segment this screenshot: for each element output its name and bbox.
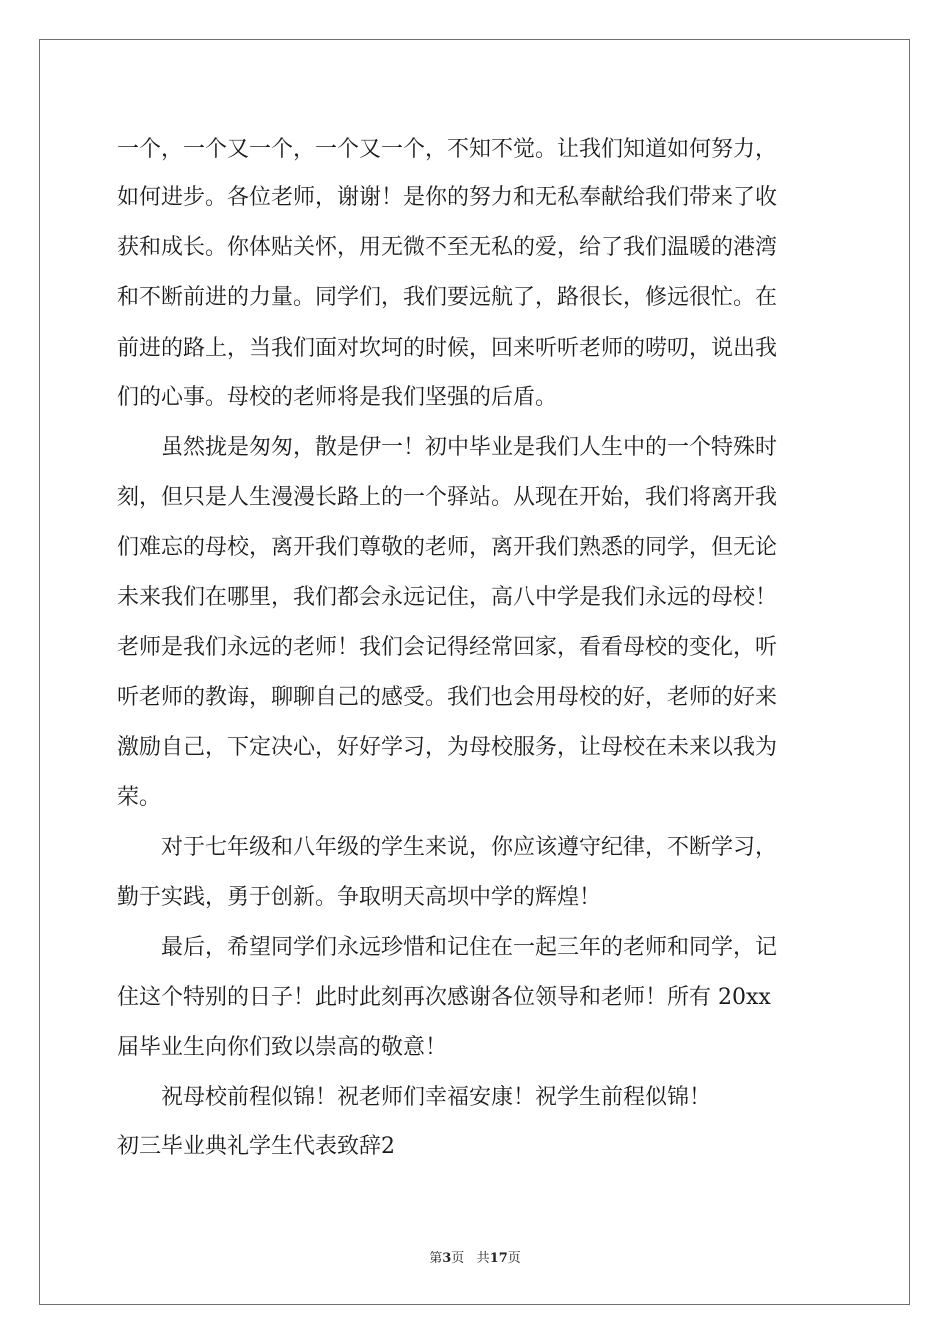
- page-footer: [0, 1247, 950, 1266]
- footer-total-suffix: 页: [507, 1251, 521, 1266]
- text-line: 对于七年级和八年级的学生来说，你应该遵守纪律，不断学习，: [117, 835, 778, 860]
- text-line: 激励自己，下定决心，好好学习，为母校服务，让母校在未来以我为: [117, 735, 778, 760]
- text-line: 最后，希望同学们永远珍惜和记住在一起三年的老师和同学，记: [117, 935, 778, 960]
- page-border: [39, 39, 910, 1305]
- text-line: 住这个特别的日子！此时此刻再次感谢各位领导和老师！所有 20xx: [117, 985, 771, 1010]
- text-line: 们难忘的母校，离开我们尊敬的老师，离开我们熟悉的同学，但无论: [117, 535, 778, 560]
- text-line: 前进的路上，当我们面对坎坷的时候，回来听听老师的唠叨，说出我: [117, 336, 778, 361]
- footer-prefix: 第: [429, 1251, 443, 1266]
- text-line: 届毕业生向你们致以崇高的敬意！: [117, 1035, 448, 1060]
- footer-total-prefix: 共: [476, 1251, 490, 1266]
- text-line: 和不断前进的力量。同学们，我们要远航了，路很长，修远很忙。在: [117, 285, 778, 310]
- text-line: 老师是我们永远的老师！我们会记得经常回家，看看母校的变化，听: [117, 635, 778, 660]
- total-page-count: 17: [489, 1251, 508, 1266]
- section-heading: 初三毕业典礼学生代表致辞2: [117, 1134, 395, 1159]
- text-line: 们的心事。母校的老师将是我们坚强的后盾。: [117, 385, 558, 410]
- text-line: 未来我们在哪里，我们都会永远记住，高八中学是我们永远的母校！: [117, 585, 778, 610]
- text-line: 听老师的教诲，聊聊自己的感受。我们也会用母校的好，老师的好来: [117, 685, 778, 710]
- text-line: 虽然拢是匆匆，散是伊一！初中毕业是我们人生中的一个特殊时: [117, 435, 778, 460]
- text-line: 一个，一个又一个，一个又一个，不知不觉。让我们知道如何努力，: [117, 137, 778, 162]
- text-line: 荣。: [117, 785, 162, 810]
- text-line: 如何进步。各位老师，谢谢！是你的努力和无私奉献给我们带来了收: [117, 185, 778, 210]
- text-line: 获和成长。你体贴关怀，用无微不至无私的爱，给了我们温暖的港湾: [117, 235, 778, 260]
- text-line: 刻，但只是人生漫漫长路上的一个驿站。从现在开始，我们将离开我: [117, 485, 778, 510]
- text-line: 勤于实践，勇于创新。争取明天高坝中学的辉煌！: [117, 885, 602, 910]
- text-line: 祝母校前程似锦！祝老师们幸福安康！祝学生前程似锦！: [117, 1085, 712, 1110]
- footer-page-suffix: 页: [451, 1251, 465, 1266]
- current-page-number: 3: [442, 1251, 452, 1266]
